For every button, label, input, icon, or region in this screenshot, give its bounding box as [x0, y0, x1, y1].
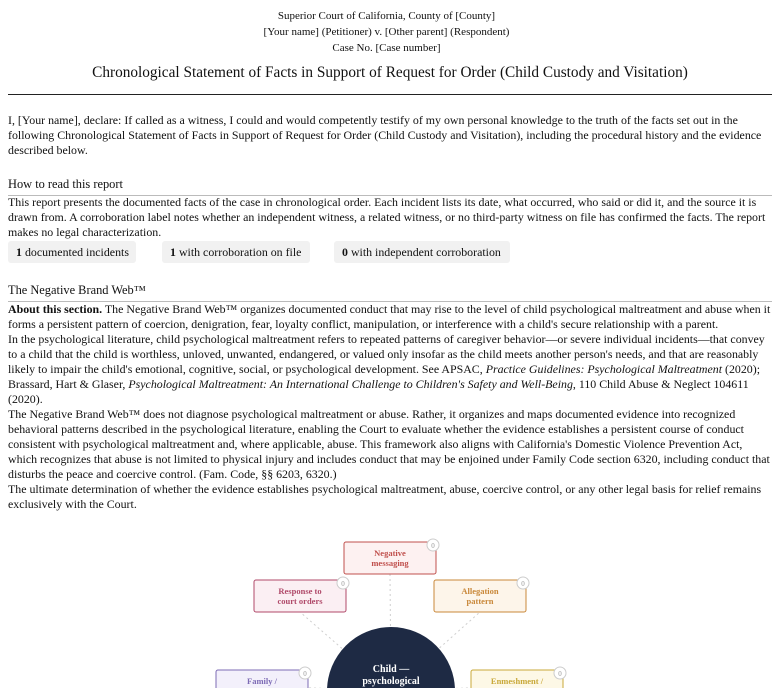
node-label-line1: Family / [247, 676, 277, 686]
nbw-body [8, 302, 773, 512]
nbw-about-paragraph [8, 302, 773, 332]
how-to-heading: How to read this report [8, 177, 123, 191]
node-label-line1: Enmeshment / [490, 676, 544, 686]
negative-brand-web-diagram [0, 520, 773, 688]
case-parties: [Your name] (Petitioner) v. [Other parent] (Respondent) [263, 26, 510, 38]
stat-count: 1 [16, 245, 22, 259]
nbw-definition-text-3: , 110 Child Abuse & Neglect 104611 (2020). [8, 377, 749, 406]
node-enmeshment[interactable] [471, 667, 566, 688]
node-label-line1: Response to [278, 586, 322, 596]
citation-apsac: Practice Guidelines: Psychological Maltreatment [485, 362, 723, 376]
node-family[interactable] [216, 667, 311, 688]
center-label-line1: Child — [372, 664, 410, 675]
node-label-line2: court orders [277, 596, 323, 606]
node-count: 0 [431, 542, 435, 550]
document-title: Chronological Statement of Facts in Support of Request for Order (Child Custody and Visitation) [92, 64, 688, 81]
node-count: 0 [303, 670, 307, 678]
stat-independent-corroboration [334, 241, 510, 263]
citation-brassard: Psychological Maltreatment: An International Challenge to Children's Safety and Well-Being [128, 377, 573, 391]
node-count: 0 [341, 580, 345, 588]
stat-count: 0 [342, 245, 348, 259]
stat-with-corroboration [162, 241, 310, 263]
stat-label: documented incidents [24, 245, 129, 259]
declaration-paragraph: I, [Your name], declare: If called as a witness, I could and would competently testify of my own personal knowledge to the truth of the facts set out in the following Chronological Statement of Facts in Support of Request for Order (Child Custody and Visitation), including the procedural history and the evidence described below. [8, 113, 762, 157]
case-number: Case No. [Case number] [332, 42, 441, 54]
stat-label: with corroboration on file [178, 245, 302, 259]
node-count: 0 [521, 580, 525, 588]
how-to-paragraph: This report presents the documented facts of the case in chronological order. Each incident lists its date, what occurred, who said or did it, and the source it is drawn from. A corroboration label notes whether an independent witness, a related witness, or no third-party witness on file has confirmed the facts. The report makes no legal characterization. [8, 195, 766, 239]
node-label-line2: messaging [371, 558, 409, 568]
node-label-line1: Allegation [461, 586, 499, 596]
nbw-about-label: About this section. [8, 302, 103, 316]
node-label-line1: Negative [374, 548, 406, 558]
stat-label: with independent corroboration [350, 245, 501, 259]
nbw-definition-text: In the psychological literature, child psychological maltreatment refers to repeated patterns of caregiver behavior—or severe individual incidents—that convey to a child that the child is worthless, unloved, unwanted, endangered, or valued only insofar as the child meets another person's needs, and that are reasonably likely to impair the child's emotional, cognitive, social, or psychological development. See APSAC, [8, 332, 765, 376]
node-negative-messaging[interactable] [344, 539, 439, 574]
nbw-about-text: The Negative Brand Web™ organizes documented conduct that may rise to the level of child psychological maltreatment and abuse when it forms a persistent pattern of coercion, denigration, fear, loyalty conflict, manipulation, or interference with a child's secure relationship with a parent. [8, 302, 771, 331]
title-divider [8, 94, 772, 95]
nbw-framework-paragraph: The Negative Brand Web™ does not diagnose psychological maltreatment or abuse. Rather, it organizes and maps documented evidence into recognized behavioral patterns described in the psychological literature, enabling the Court to evaluate whether the evidence establishes a persistent course of conduct consistent with psychological maltreatment and, where applicable, abuse. This framework also aligns with California's Domestic Violence Prevention Act, which recognizes that abuse is not limited to physical injury and includes conduct that may be enjoined under Family Code section 6320, including conduct that disturbs the peace and coercive control. (Fam. Code, §§ 6203, 6320.) [8, 407, 770, 481]
stat-documented-incidents [8, 241, 136, 263]
nbw-definition-text-2: (2020); Brassard, Hart & Glaser, [8, 362, 760, 391]
center-label-line2: psychological [362, 676, 420, 687]
node-response-to-court-orders[interactable] [254, 577, 349, 612]
court-name: Superior Court of California, County of [County] [277, 10, 496, 22]
node-allegation-pattern[interactable] [434, 577, 529, 612]
nbw-heading: The Negative Brand Web™ [8, 283, 146, 297]
stat-count: 1 [170, 245, 176, 259]
nbw-determination-paragraph: The ultimate determination of whether the evidence establishes psychological maltreatment, abuse, coercive control, or any other legal basis for relief remains exclusively with the Court. [8, 482, 762, 511]
node-count: 0 [558, 670, 562, 678]
node-label-line2: pattern [466, 596, 494, 606]
nbw-definition-paragraph [8, 332, 773, 407]
web-center-node [327, 627, 455, 688]
